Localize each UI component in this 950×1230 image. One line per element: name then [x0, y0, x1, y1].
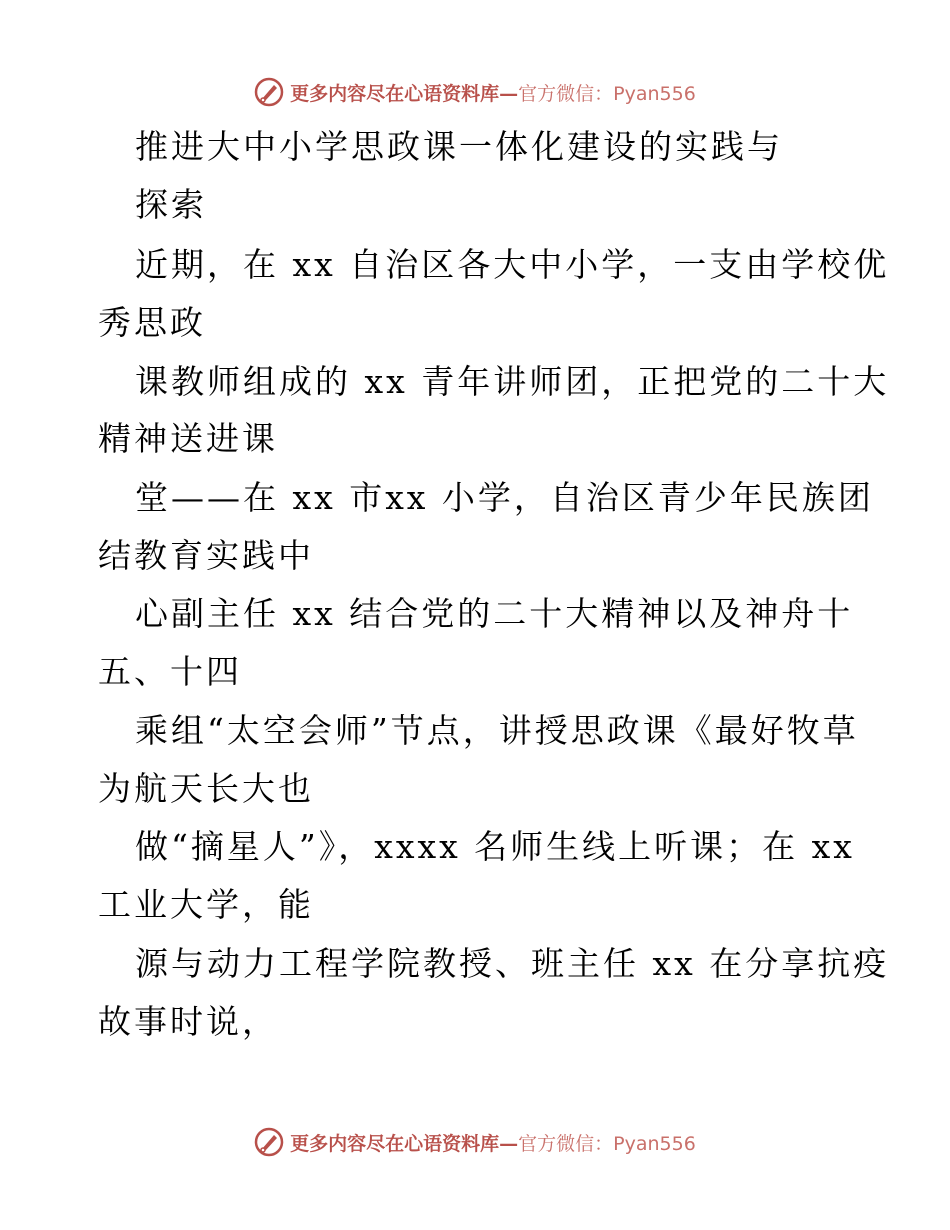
banner-wechat: 官方微信：Pyan556 [518, 1132, 696, 1155]
paragraph-line: 近期，在 xx 自治区各大中小学，一支由学校优 [135, 245, 890, 284]
paragraph-line: 工业大学，能 [98, 885, 314, 924]
paragraph-line: 推进大中小学思政课一体化建设的实践与 [135, 127, 783, 166]
paragraph-line: 课教师组成的 xx 青年讲师团，正把党的二十大 [135, 362, 890, 401]
footer-watermark-banner [0, 1122, 950, 1162]
paragraph-line: 精神送进课 [98, 419, 278, 458]
paragraph-line: 乘组“太空会师”节点，讲授思政课《最好牧草 [135, 711, 859, 750]
paragraph-line: 秀思政 [98, 303, 206, 342]
banner-text: 更多内容尽在心语资料库— [290, 1132, 519, 1155]
paragraph-line: 结教育实践中 [98, 536, 314, 575]
pen-logo-icon [254, 77, 284, 107]
paragraph-line: 堂——在 xx 市xx 小学，自治区青少年民族团 [135, 478, 874, 517]
paragraph-line: 做“摘星人”》，xxxx 名师生线上听课；在 xx [135, 827, 855, 866]
paragraph-line: 为航天长大也 [98, 769, 314, 808]
paragraph-line: 探索 [135, 185, 207, 224]
banner-text: 更多内容尽在心语资料库— [290, 82, 519, 105]
pen-logo-icon [254, 1127, 284, 1157]
paragraph-line: 故事时说， [98, 1002, 278, 1041]
paragraph-line: 五、十四 [98, 652, 242, 691]
header-watermark-banner [0, 72, 950, 112]
paragraph-line: 源与动力工程学院教授、班主任 xx 在分享抗疫 [135, 944, 890, 983]
paragraph-line: 心副主任 xx 结合党的二十大精神以及神舟十 [135, 594, 854, 633]
banner-wechat: 官方微信：Pyan556 [518, 82, 696, 105]
